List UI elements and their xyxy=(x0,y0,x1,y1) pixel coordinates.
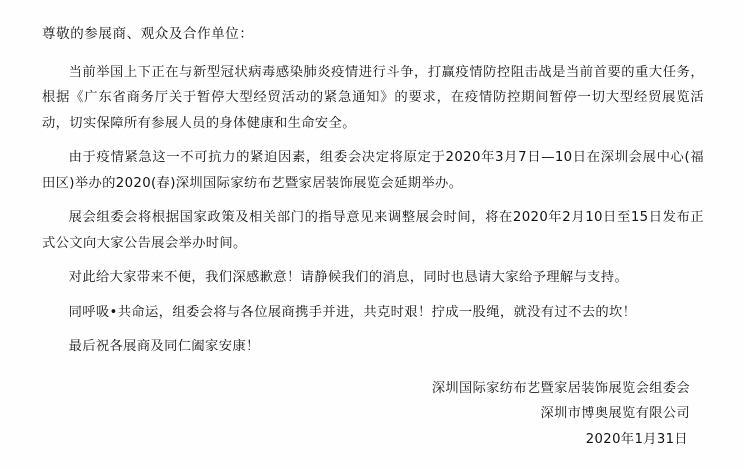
document-salutation: 尊敬的参展商、观众及合作单位： xyxy=(42,26,254,42)
signature-organization: 深圳国际家纺布艺暨家居装饰展览会组委会 xyxy=(431,380,690,396)
document-paragraph-5: 同呼吸•共命运，组委会将与各位展商携手并进，共克时艰！拧成一股绳，就没有过不去的坎！ xyxy=(68,304,637,320)
document-paragraph-4: 对此给大家带来不便，我们深感歉意！请静候我们的消息，同时也恳请大家给予理解与支持。 xyxy=(68,270,629,286)
document-paragraph-3: 展会组委会将根据国家政策及相关部门的指导意见来调整展会时间，将在2020年2月10日至15日发布正式公文向大家公告展会举办时间。 xyxy=(42,210,704,251)
signature-company: 深圳市博奥展览有限公司 xyxy=(540,406,690,422)
signature-block xyxy=(42,376,704,453)
signature-date: 2020年1月31日 xyxy=(585,432,688,448)
document-paragraph-2: 由于疫情紧急这一不可抗力的紧迫因素，组委会决定将原定于2020年3月7日—10日在深圳会展中心(福田区)举办的2020(春)深圳国际家纺布艺暨家居装饰展览会延期举办。 xyxy=(42,150,704,191)
document-paragraph-6: 最后祝各展商及同仁阖家安康！ xyxy=(68,339,260,355)
document-paragraph-1: 当前举国上下正在与新型冠状病毒感染肺炎疫情进行斗争，打赢疫情防控阻击战是当前首要的重大任务，根据《广东省商务厅关于暂停大型经贸活动的紧急通知》的要求，在疫情防控期间暂停一切大型经贸展览活动，切实保障所有参展人员的身体健康和生命安全。 xyxy=(42,64,704,131)
